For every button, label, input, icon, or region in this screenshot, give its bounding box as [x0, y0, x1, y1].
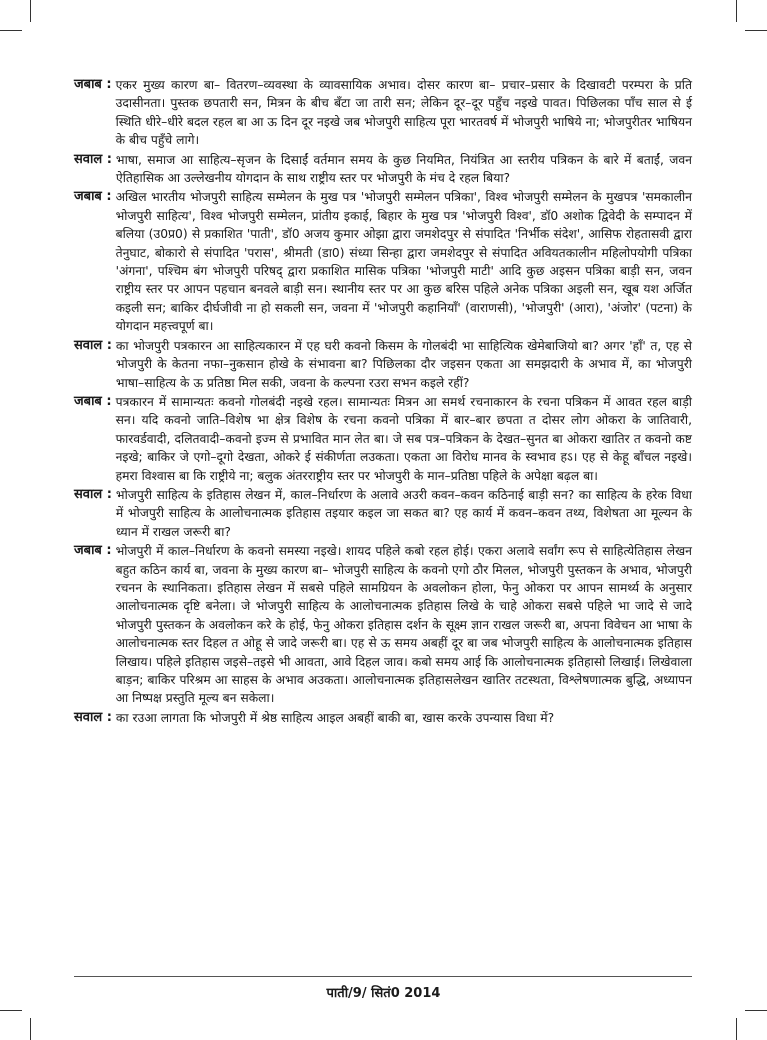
footer-divider — [74, 976, 692, 977]
crop-mark — [745, 1010, 767, 1011]
answer-label: जबाब : — [74, 393, 112, 409]
answer-text: भोजपुरी में काल–निर्धारण के कवनो समस्या नइखे। शायद पहिले कबो रहल होई। एकरा अलावे सर्वांग रूप से साहित्येतिहास लेखन बहुत कठिन कार्य बा, जवना के मुख्य कारण बा– भोजपुरी साहित्य के कवनो एगो ठौर मिलल, भोजपुरी पुस्तकन के अभाव, भोजपुरी रचनन के स्थानिकता। इतिहास लेखन में सबसे पहिले सामग्रियन के अवलोकन होला, फेनु ओकरा पर आपन सामर्थ्य के अनुसार आलोचनात्मक दृष्टि बनेला। जे भोजपुरी साहित्य के आलोचनात्मक इतिहास लिखे के चाहे ओकरा सबसे पहिले भा जादे से जादे भोजपुरी पुस्तकन के अवलोकन करे के होई, फेनु ओकरा इतिहास दर्शन के सूक्ष्म ज्ञान राखल जरूरी बा, अपना विवेचन आ भाषा के आलोचनात्मक स्तर दिहल त ओहू से जादे जरूरी बा। एह से ऊ समय अबहीं दूर बा जब भोजपुरी साहित्य के आलोचनात्मक इतिहास लिखाय। पहिले इतिहास जइसे–तइसे भी आवता, आवे दिहल जाव। कबो समय आई कि आलोचनात्मक इतिहासो लिखाई। लिखेवाला बाड़न; बाकिर परिश्रम आ साहस के अभाव अउकता। आलोचनात्मक इतिहासलेखन खातिर तटस्थता, विश्लेषणात्मक बुद्धि, अध्यापन आ निष्पक्ष प्रस्तुति मूल्य बन सकेला। — [115, 544, 692, 706]
question-text: भोजपुरी साहित्य के इतिहास लेखन में, काल–निर्धारण के अलावे अउरी कवन–कवन कठिनाई बाड़ी सन? का साहित्य के हरेक विधा में भोजपुरी साहित्य के आलोचनात्मक इतिहास तइयार कइल जा सकत बा? एह कार्य में कवन–कवन तथ्य, विशेषता आ मूल्यन के ध्यान में राखल जरूरी बा? — [115, 487, 692, 539]
answer-text: अखिल भारतीय भोजपुरी साहित्य सम्मेलन के मुख पत्र 'भोजपुरी सम्मेलन पत्रिका', विश्व भोजपुरी सम्मेलन के मुखपत्र 'समकालीन भोजपुरी साहित्य', विश्व भोजपुरी सम्मेलन, प्रांतीय इकाई, बिहार के मुख पत्र 'भोजपुरी विश्व', डॉ0 अशोक द्विवेदी के सम्पादन में बलिया (उ0प्र0) से प्रकाशित 'पाती', डॉ0 अजय कुमार ओझा द्वारा जमशेदपुर से संपादित 'निर्भीक संदेश', आसिफ रोहतासवी द्वारा तेनुघाट, बोकारो से संपादित 'परास', श्रीमती (डा0) संध्या सिन्हा द्वारा जमशेदपुर से संपादित अवियतकालीन महिलोपयोगी पत्रिका 'अंगना', पश्चिम बंग भोजपुरी परिषद् द्वारा प्रकाशित मासिक पत्रिका 'भोजपुरी माटी' आदि कुछ अइसन पत्रिका बाड़ी सन, जवन राष्ट्रीय स्तर पर आपन पहचान बनवले बाड़ी सन। स्थानीय स्तर पर आ कुछ बरिस पहिले अनेक पत्रिका अइली सन, खूब यश अर्जित कइली सन; बाकिर दीर्घजीवी ना हो सकली सन, जवना में 'भोजपुरी कहानियाँ' (वाराणसी), 'भोजपुरी' (आरा), 'अंजोर' (पटना) के योगदान महत्त्वपूर्ण बा। — [115, 190, 692, 334]
answer-block — [74, 76, 692, 150]
page-footer: पाती/9/ सितं0 2014 — [326, 986, 441, 1001]
question-block — [74, 486, 692, 541]
answer-label: जबाब : — [74, 543, 112, 559]
interview-body — [74, 76, 692, 728]
crop-mark — [745, 30, 767, 31]
question-block — [74, 709, 692, 727]
answer-block — [74, 188, 692, 335]
question-text: का रउआ लागता कि भोजपुरी में श्रेष्ठ साहित्य आइल अबहीं बाकी बा, खास करके उपन्यास विधा में? — [115, 710, 555, 725]
crop-mark — [0, 30, 22, 31]
answer-block — [74, 542, 692, 708]
question-block — [74, 151, 692, 188]
answer-label: जबाब : — [74, 77, 112, 92]
question-label: सवाल : — [74, 151, 112, 167]
crop-mark — [0, 1010, 22, 1011]
question-label: सवाल : — [74, 709, 112, 725]
crop-mark — [30, 0, 31, 22]
question-text: का भोजपुरी पत्रकारन आ साहित्यकारन में एह घरी कवनो किसम के गोलबंदी भा साहित्यिक खेमेबाजियो बा? अगर 'हाँ' त, एह से भोजपुरी के केतना नफा–नुकसान होखे के संभावना बा? पिछिलका दौर जइसन एकता आ समझदारी के अभाव में, का भोजपुरी भाषा–साहित्य के ऊ प्रतिष्ठा मिल सकी, जवना के कल्पना रउरा सभन कइले रहीं? — [115, 338, 692, 390]
answer-block — [74, 393, 692, 485]
answer-text: पत्रकारन में सामान्यतः कवनो गोलबंदी नइखे रहल। सामान्यतः मित्रन आ समर्थ रचनाकारन के रचना पत्रिकन में आवत रहल बाड़ी सन। यदि कवनो जाति–विशेष भा क्षेत्र विशेष के रचना कवनो पत्रिका में बार–बार छपता त दोसर लोग ओकरा के जातिवारी, फारवर्डवादी, दलितवादी–कवनो इज्म से प्रभावित मान लेत बा। जे सब पत्र–पत्रिकन के देखत–सुनत बा ओकरा खातिर त कवनो कष्ट नइखे; बाकिर जे एगो–दूगो देखता, ओकरे ई संकीर्णता लउकता। एकता आ विरोध मानव के स्वभाव हऽ। एह से केहू बाँचल नइखे। हमरा विश्वास बा कि राष्ट्रीये ना; बलुक अंतरराष्ट्रीय स्तर पर भोजपुरी के मान–प्रतिष्ठा पहिले के अपेक्षा बढ़ल बा। — [115, 394, 692, 483]
crop-mark — [736, 0, 737, 22]
answer-label: जबाब : — [74, 189, 112, 205]
question-label: सवाल : — [74, 337, 112, 353]
crop-mark — [736, 1018, 737, 1040]
answer-text: एकर मुख्य कारण बा– वितरण–व्यवस्था के व्यावसायिक अभाव। दोसर कारण बा– प्रचार–प्रसार के दिखावटी परम्परा के प्रति उदासीनता। पुस्तक छपतारी सन, मित्रन के बीच बँटा जा तारी सन; लेकिन दूर–दूर पहुँच नइखे पावत। पिछिलका पाँच साल से ई स्थिति धीरे–धीरे बदल रहल बा आ ऊ दिन दूर नइखे जब भोजपुरी साहित्य पूरा भारतवर्ष में भोजपुरी भाषिये ना; भोजपुरीतर भाषियन के बीच पहुँचे लागे। — [115, 78, 692, 148]
crop-mark — [30, 1018, 31, 1040]
question-block — [74, 337, 692, 392]
question-text: भाषा, समाज आ साहित्य–सृजन के दिसाईं वर्तमान समय के कुछ नियमित, नियंत्रित आ स्तरीय पत्रिकन के बारे में बताईं, जवन ऐतिहासिक आ उल्लेखनीय योगदान के साथ राष्ट्रीय स्तर पर भोजपुरी के मंच दे रहल बिया? — [115, 152, 692, 186]
question-label: सवाल : — [74, 486, 112, 502]
